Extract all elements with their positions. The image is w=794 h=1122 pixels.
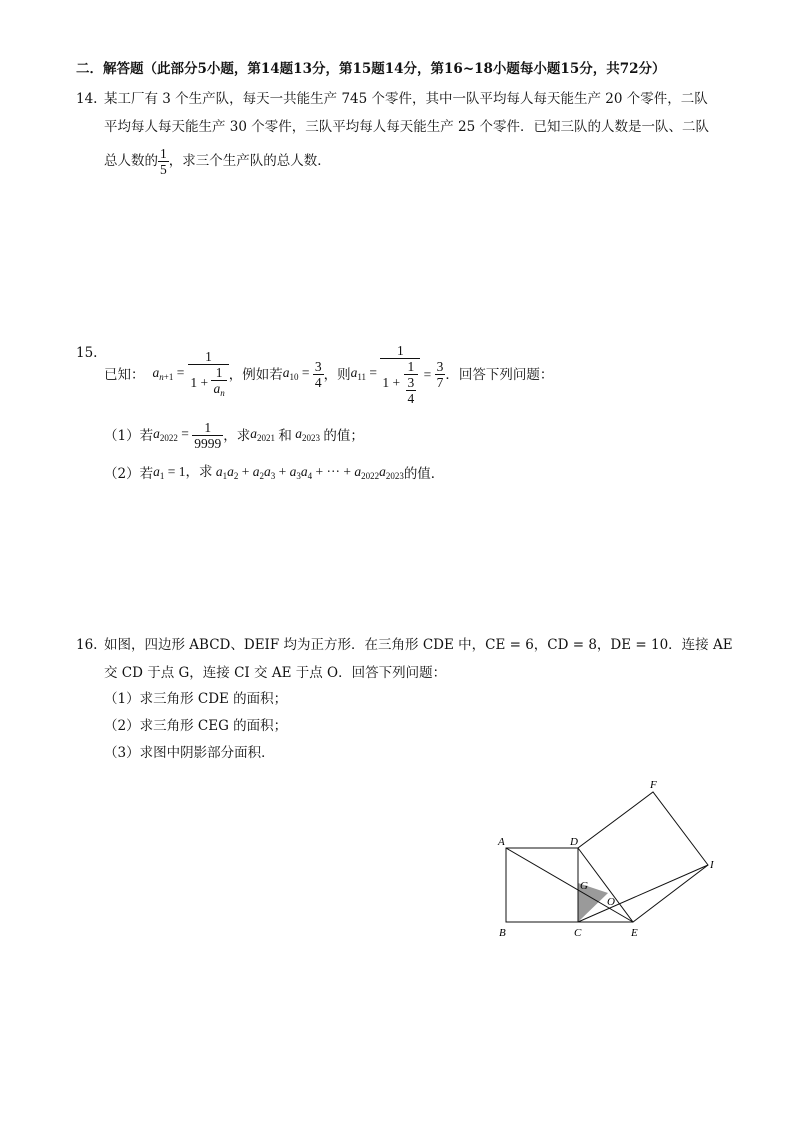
q15-part2-pre: （2）若: [104, 466, 154, 482]
label-g: G: [580, 880, 588, 892]
q15-part2-post: 的值．: [403, 466, 445, 482]
geometry-figure: [490, 770, 730, 945]
q14-line3: [104, 146, 331, 177]
q15-tail-text: ．回答下列问题：: [445, 366, 554, 383]
section-heading: 二．解答题（此部分5小题，第14题13分，第15题14分，第16~18小题每小题15分，共72分）: [76, 61, 666, 77]
q15-example-text: ，例如若: [228, 366, 283, 383]
label-i: I: [710, 859, 714, 871]
q15-part2: （2）若 $a_1 = 1$，求 $a_1a_2 + a_2a_3 + a_3a_4$ + ··· + $a_{2022}a_{2023}$ 的值．: [104, 464, 445, 482]
q14-fraction: [158, 146, 169, 177]
q15-part1-mid: ，求: [223, 427, 251, 444]
q16-part3: （3）求图中阴影部分面积．: [104, 745, 275, 761]
label-o: O: [607, 896, 615, 908]
q15-part1-pre: （1）若: [104, 427, 154, 444]
label-f: F: [650, 779, 657, 791]
q16-part1: （1）求三角形 CDE 的面积；: [104, 691, 288, 707]
q16-part2: （2）求三角形 CEG 的面积；: [104, 718, 288, 734]
label-b: B: [499, 927, 506, 939]
q14-line2: 平均每人每天能生产 30 个零件，三队平均每人每天能生产 25 个零件．已知三队的人数是一队、二队: [104, 119, 710, 135]
q14-line3-pre: 总人数的: [104, 153, 158, 169]
q15-recurrence-lhs: $a_{n+1}$ =: [152, 364, 185, 382]
label-a: A: [498, 836, 505, 848]
q14-line3-post: ，求三个生产队的总人数．: [168, 153, 331, 169]
q14-line1: 某工厂有 3 个生产队，每天一共能生产 745 个零件，其中一队平均每人每天能生产 20 个零件，二队: [104, 91, 708, 107]
q15-then-text: ，则: [323, 366, 351, 383]
q14-number: 14.: [76, 91, 98, 107]
q15-recurrence-rhs: 1 1 + $\frac{1}{a_n}$: [188, 349, 228, 401]
label-e: E: [631, 927, 638, 939]
segment-ae: [506, 848, 633, 922]
q16-line1: 如图，四边形 ABCD、DEIF 均为正方形．在三角形 CDE 中，CE = 6，CD = 8，DE = 10．连接 AE: [104, 637, 733, 653]
square-abcd: [506, 848, 578, 922]
q16-line2: 交 CD 于点 G，连接 CI 交 AE 于点 O．回答下列问题：: [104, 665, 447, 681]
q15-part1: （1）若 $a_{2022}$ = $\frac{1}{9999}$ ，求 $a_{2021}$ 和 $a_{2023}$ 的值；: [104, 420, 364, 451]
q14-frac-num: 1: [160, 146, 167, 161]
q15-example-a10: $a_{10}$ =: [282, 364, 313, 382]
q14-frac-den: 5: [160, 162, 167, 177]
q15-number: 15.: [76, 345, 98, 361]
q15-part1-post: 的值；: [323, 427, 364, 444]
label-c: C: [574, 927, 582, 939]
q16-number: 16.: [76, 637, 98, 653]
q15-formula-line: 已知： $a_{n+1}$ = 1 1 + $\frac{1}{a_n}$ ，例如若 $a_{10}$ = $\frac{3}{4}$ ，则 $a_{11}$ = 1 1 + $\frac{1}{\frac{3}{4}}$ = $\frac{3}{7}$ ．回答下列问题：: [104, 343, 554, 406]
label-d: D: [570, 836, 578, 848]
q15-example-a11: $a_{11}$ =: [350, 364, 381, 382]
q15-part1-and: 和: [278, 427, 292, 444]
q15-intro: 已知：: [104, 366, 145, 383]
